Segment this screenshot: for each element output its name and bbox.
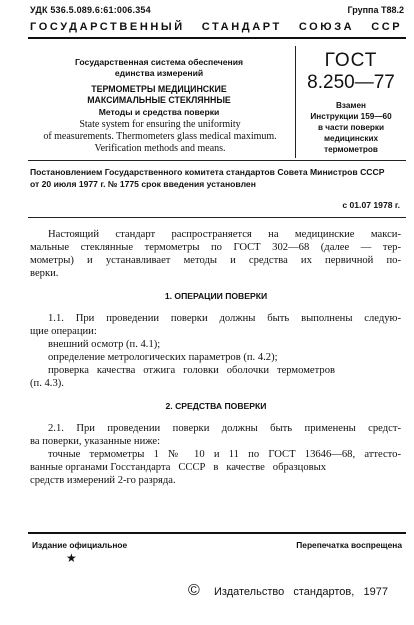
- section-2-p1-line-2: ва поверки, указанные ниже:: [30, 436, 161, 447]
- english-title-3: Verification methods and means.: [94, 143, 226, 154]
- replace-line-3: в части поверки: [317, 123, 385, 132]
- section-1-heading: 1. ОПЕРАЦИИ ПОВЕРКИ: [164, 291, 268, 301]
- replace-line-1: Взамен: [336, 101, 366, 110]
- english-title-2: of measurements. Thermometers glass medical maximum.: [43, 131, 277, 142]
- intro-line-2: мальные стеклянные термометры по ГОСТ 302—68 (далее — тер-: [30, 242, 401, 253]
- udk-code: УДК 536.5.089.6:61:006.354: [30, 5, 151, 15]
- section-2-p2-line-2: ванные органами Госстандарта СССР в качестве образцовых: [30, 462, 327, 473]
- intro-line-1: Настоящий стандарт распространяется на медицинские макси-: [48, 229, 401, 240]
- header-rule: [28, 37, 406, 39]
- gost-number: 8.250—77: [307, 72, 395, 93]
- replace-line-4: медицинских: [323, 134, 379, 143]
- decree-line-2: от 20 июля 1977 г. № 1775 срок введения установлен: [30, 179, 256, 189]
- gost-label: ГОСТ: [324, 50, 378, 71]
- title-line-2: МАКСИМАЛЬНЫЕ СТЕКЛЯННЫЕ: [87, 95, 231, 105]
- section-2-heading: 2. СРЕДСТВА ПОВЕРКИ: [165, 401, 267, 411]
- section-1-p1-line-2: щие операции:: [30, 326, 97, 337]
- system-line-1: Государственная система обеспечения: [74, 57, 244, 67]
- system-line-2: единства измерений: [114, 68, 204, 78]
- reprint-prohibited-label: Перепечатка воспрещена: [296, 540, 402, 550]
- decree-date: с 01.07 1978 г.: [342, 200, 400, 210]
- section-2-p1-line-1: 2.1. При проведении поверки должны быть применены средст-: [48, 423, 401, 434]
- section-2-p2-line-1: точные термометры 1 № 10 и 11 по ГОСТ 13646—68, аттесто-: [48, 449, 401, 460]
- operation-1: внешний осмотр (п. 4.1);: [48, 339, 161, 350]
- group-code: Группа Т88.2: [347, 5, 404, 15]
- section-1-p1-line-1: 1.1. При проведении поверки должны быть выполнены следую-: [48, 313, 401, 324]
- decree-line-1: Постановлением Государственного комитета стандартов Совета Министров СССР: [30, 167, 385, 177]
- intro-line-3: мометры) и устанавливает методы и средства их первичной по-: [30, 255, 401, 266]
- replace-line-2: Инструкции 159—60: [310, 112, 392, 121]
- operation-3-line-2: (п. 4.3).: [30, 378, 64, 389]
- operation-3-line-1: проверка качества отжига головки оболочки термометров: [48, 365, 335, 376]
- publisher-text: Издательство стандартов, 1977: [214, 586, 388, 598]
- decree-rule: [28, 217, 406, 218]
- copyright-icon: ©: [188, 582, 200, 599]
- operation-2: определение метрологических параметров (п. 4.2);: [48, 352, 278, 363]
- replace-line-5: термометров: [324, 145, 378, 154]
- footer-rule: [28, 532, 406, 534]
- section-2-p2-line-3: средств измерений 2-го разряда.: [30, 475, 176, 486]
- title-line-1: ТЕРМОМЕТРЫ МЕДИЦИНСКИЕ: [91, 84, 227, 94]
- star-icon: ★: [66, 551, 77, 565]
- official-edition-label: Издание официальное: [32, 540, 128, 550]
- standard-banner: ГОСУДАРСТВЕННЫЙ СТАНДАРТ СОЮЗА ССР: [30, 21, 403, 33]
- title-rule: [28, 160, 406, 161]
- english-title-1: State system for ensuring the uniformity: [79, 119, 241, 130]
- intro-line-4: верки.: [30, 268, 59, 279]
- title-line-3: Методы и средства поверки: [98, 107, 220, 117]
